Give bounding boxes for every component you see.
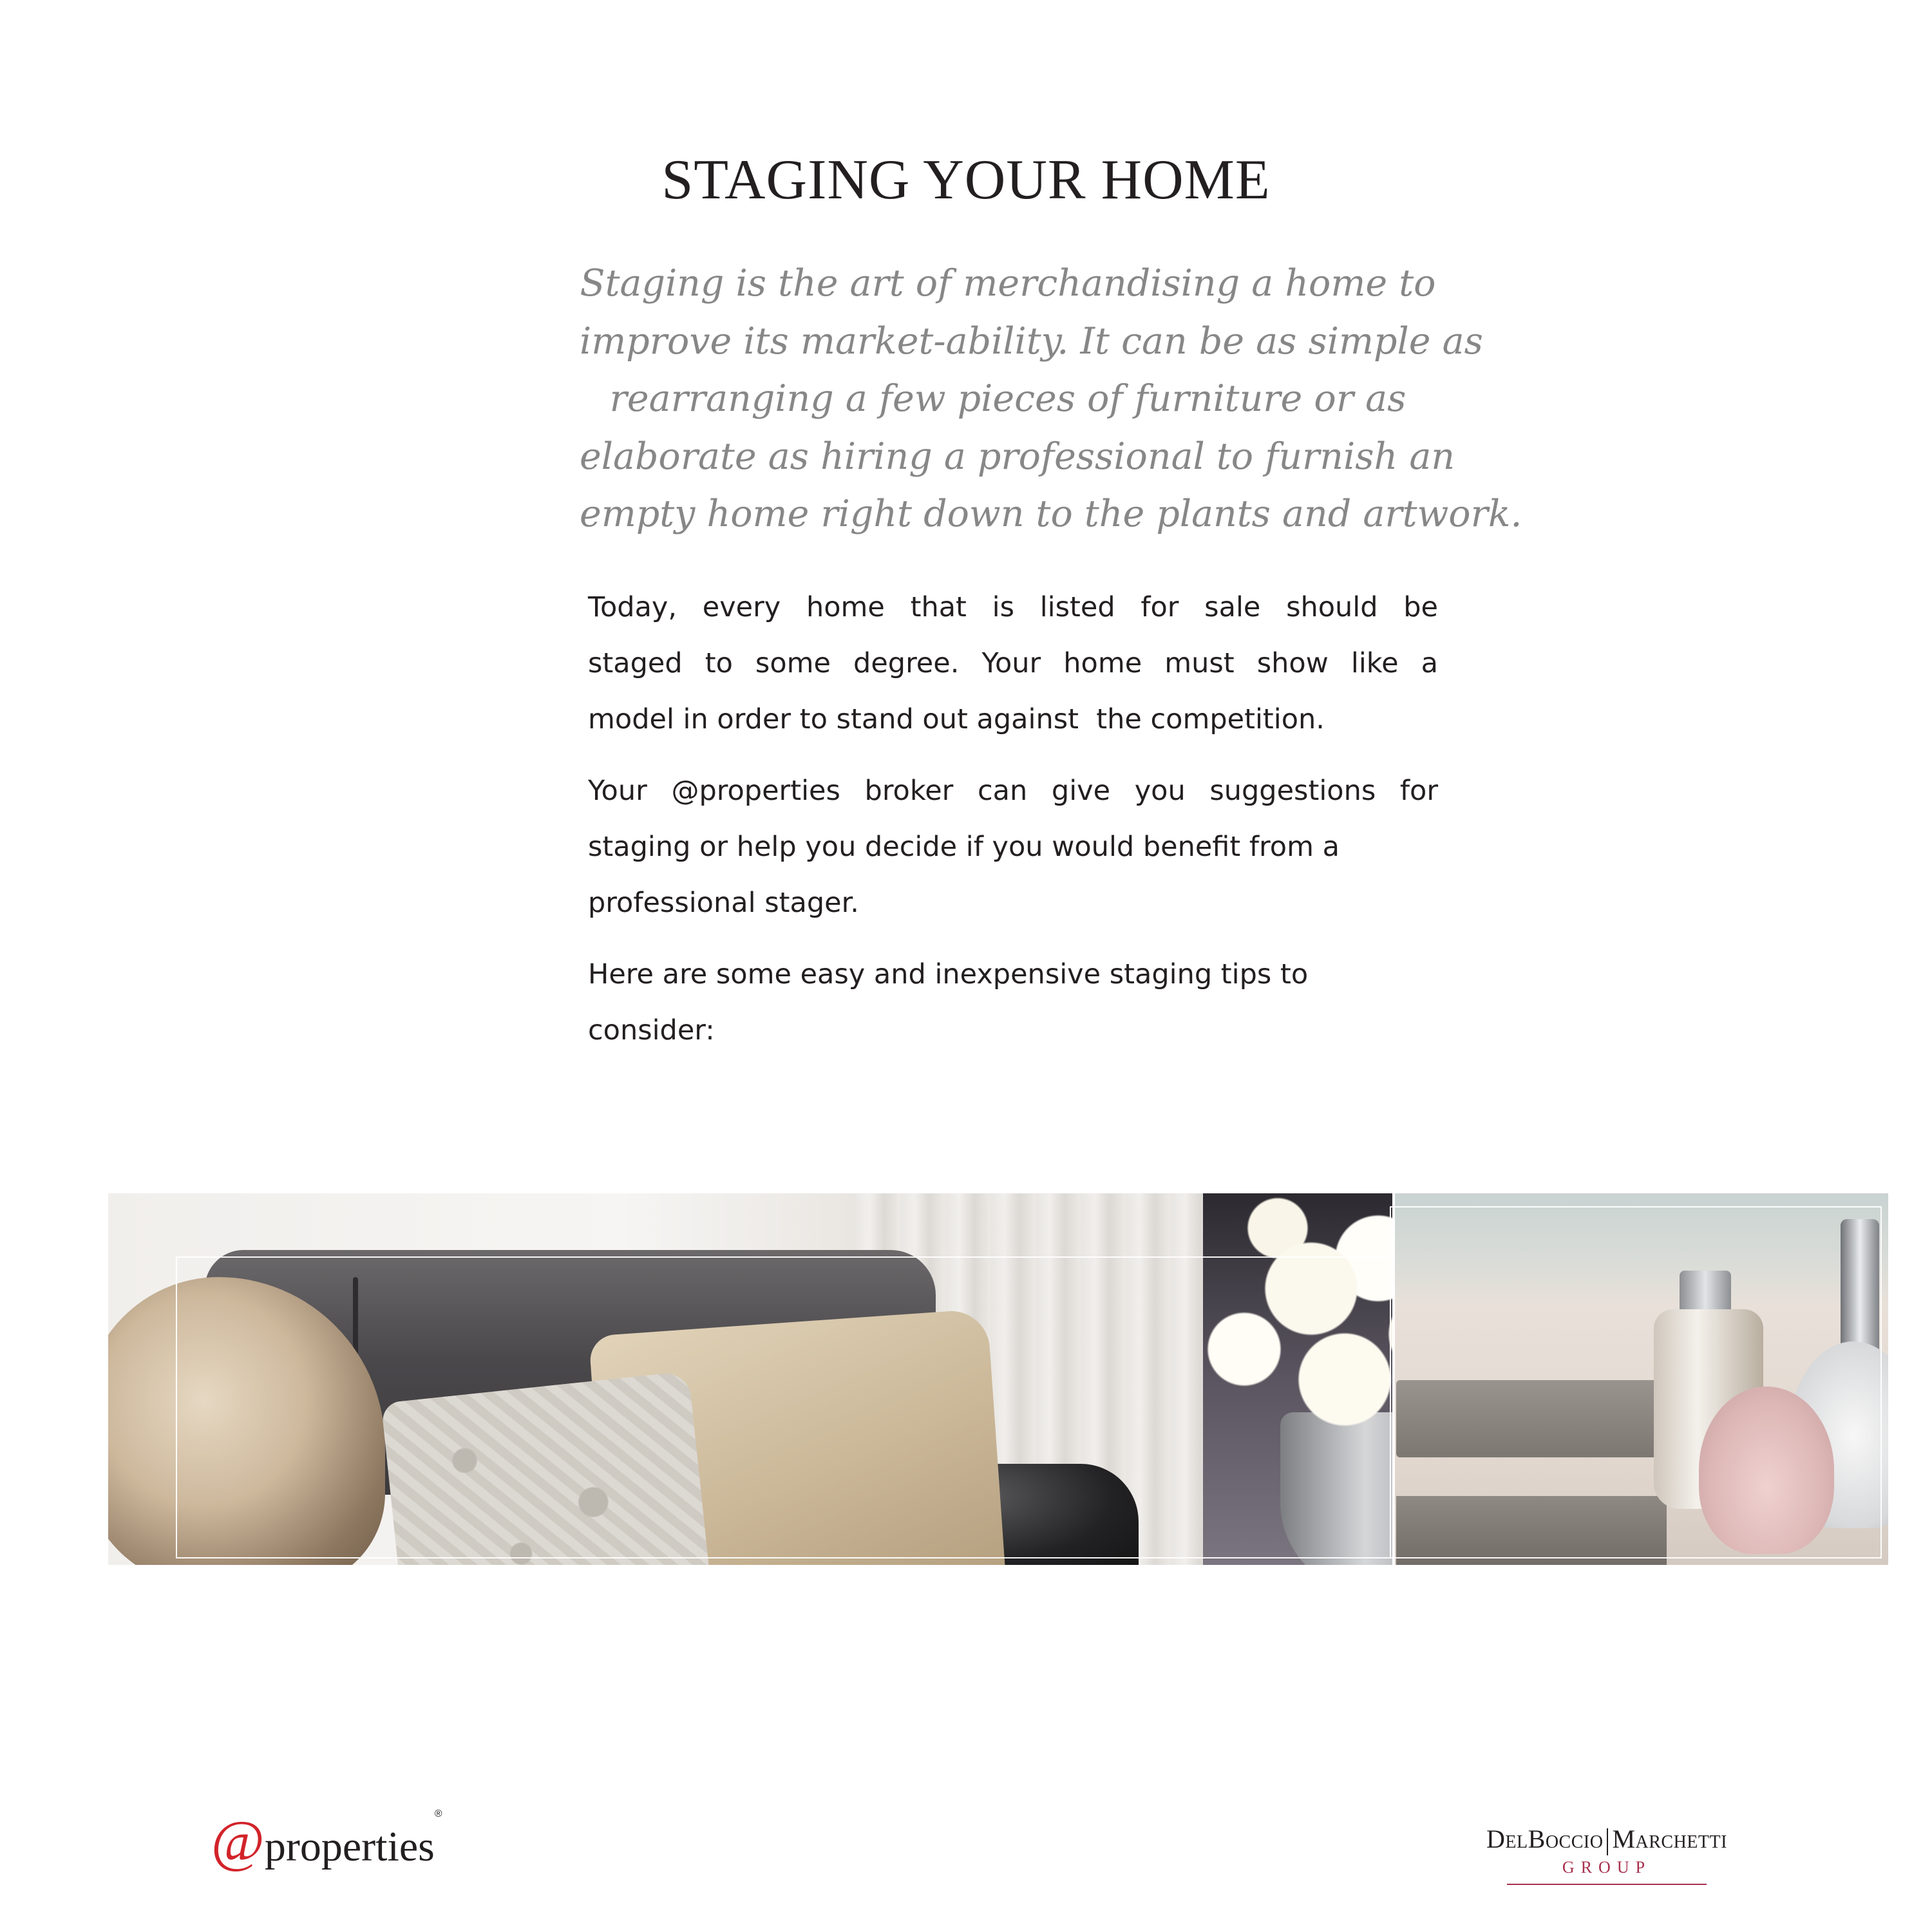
paragraph-line: staging or help you decide if you would benefit from a: [588, 831, 1340, 863]
paragraph-line: Today, every home that is listed for sale should be: [588, 591, 1438, 623]
dbm-name-part1: DelBoccio: [1486, 1824, 1604, 1853]
page-title: STAGING YOUR HOME: [661, 149, 1271, 211]
paragraph-line: consider:: [588, 1014, 715, 1046]
paragraph-broker: [588, 763, 1438, 931]
photo-strip: [108, 1193, 1888, 1565]
dbm-underline: [1507, 1884, 1707, 1885]
photo-frame-line: [1390, 1206, 1882, 1558]
intro-line: Staging is the art of merchandising a home to: [580, 262, 1436, 305]
paragraph-line: Your @properties broker can give you suggestions for: [588, 775, 1438, 807]
trademark-mark: ®: [434, 1808, 442, 1819]
paragraph-line: staged to some degree. Your home must show like a: [588, 647, 1438, 679]
dbm-name: [1481, 1824, 1732, 1855]
properties-logo-word: properties: [264, 1823, 435, 1870]
paragraph-line: model in order to stand out against the competition.: [588, 703, 1325, 735]
intro-line: improve its market-ability. It can be as simple as: [580, 319, 1483, 363]
intro-line: empty home right down to the plants and artwork.: [580, 493, 1522, 535]
dbm-group: GROUP: [1562, 1857, 1652, 1877]
intro-line: rearranging a few pieces of furniture or as: [609, 377, 1406, 420]
at-sign-logo-mark: @: [211, 1810, 265, 1873]
dbm-separator: [1607, 1828, 1608, 1855]
paragraph-line: Here are some easy and inexpensive staging tips to: [588, 958, 1309, 990]
intro-quote: [580, 255, 1522, 544]
intro-line: elaborate as hiring a professional to furnish an: [580, 435, 1455, 478]
delboccio-marchetti-logo: [1481, 1824, 1732, 1885]
paragraph-tips: [588, 947, 1438, 1059]
dbm-name-part2: Marchetti: [1612, 1824, 1727, 1853]
photo-frame-line: [176, 1256, 1391, 1558]
properties-logo: [211, 1808, 442, 1873]
paragraph-line: professional stager.: [588, 887, 859, 919]
paragraph-today: [588, 580, 1438, 748]
